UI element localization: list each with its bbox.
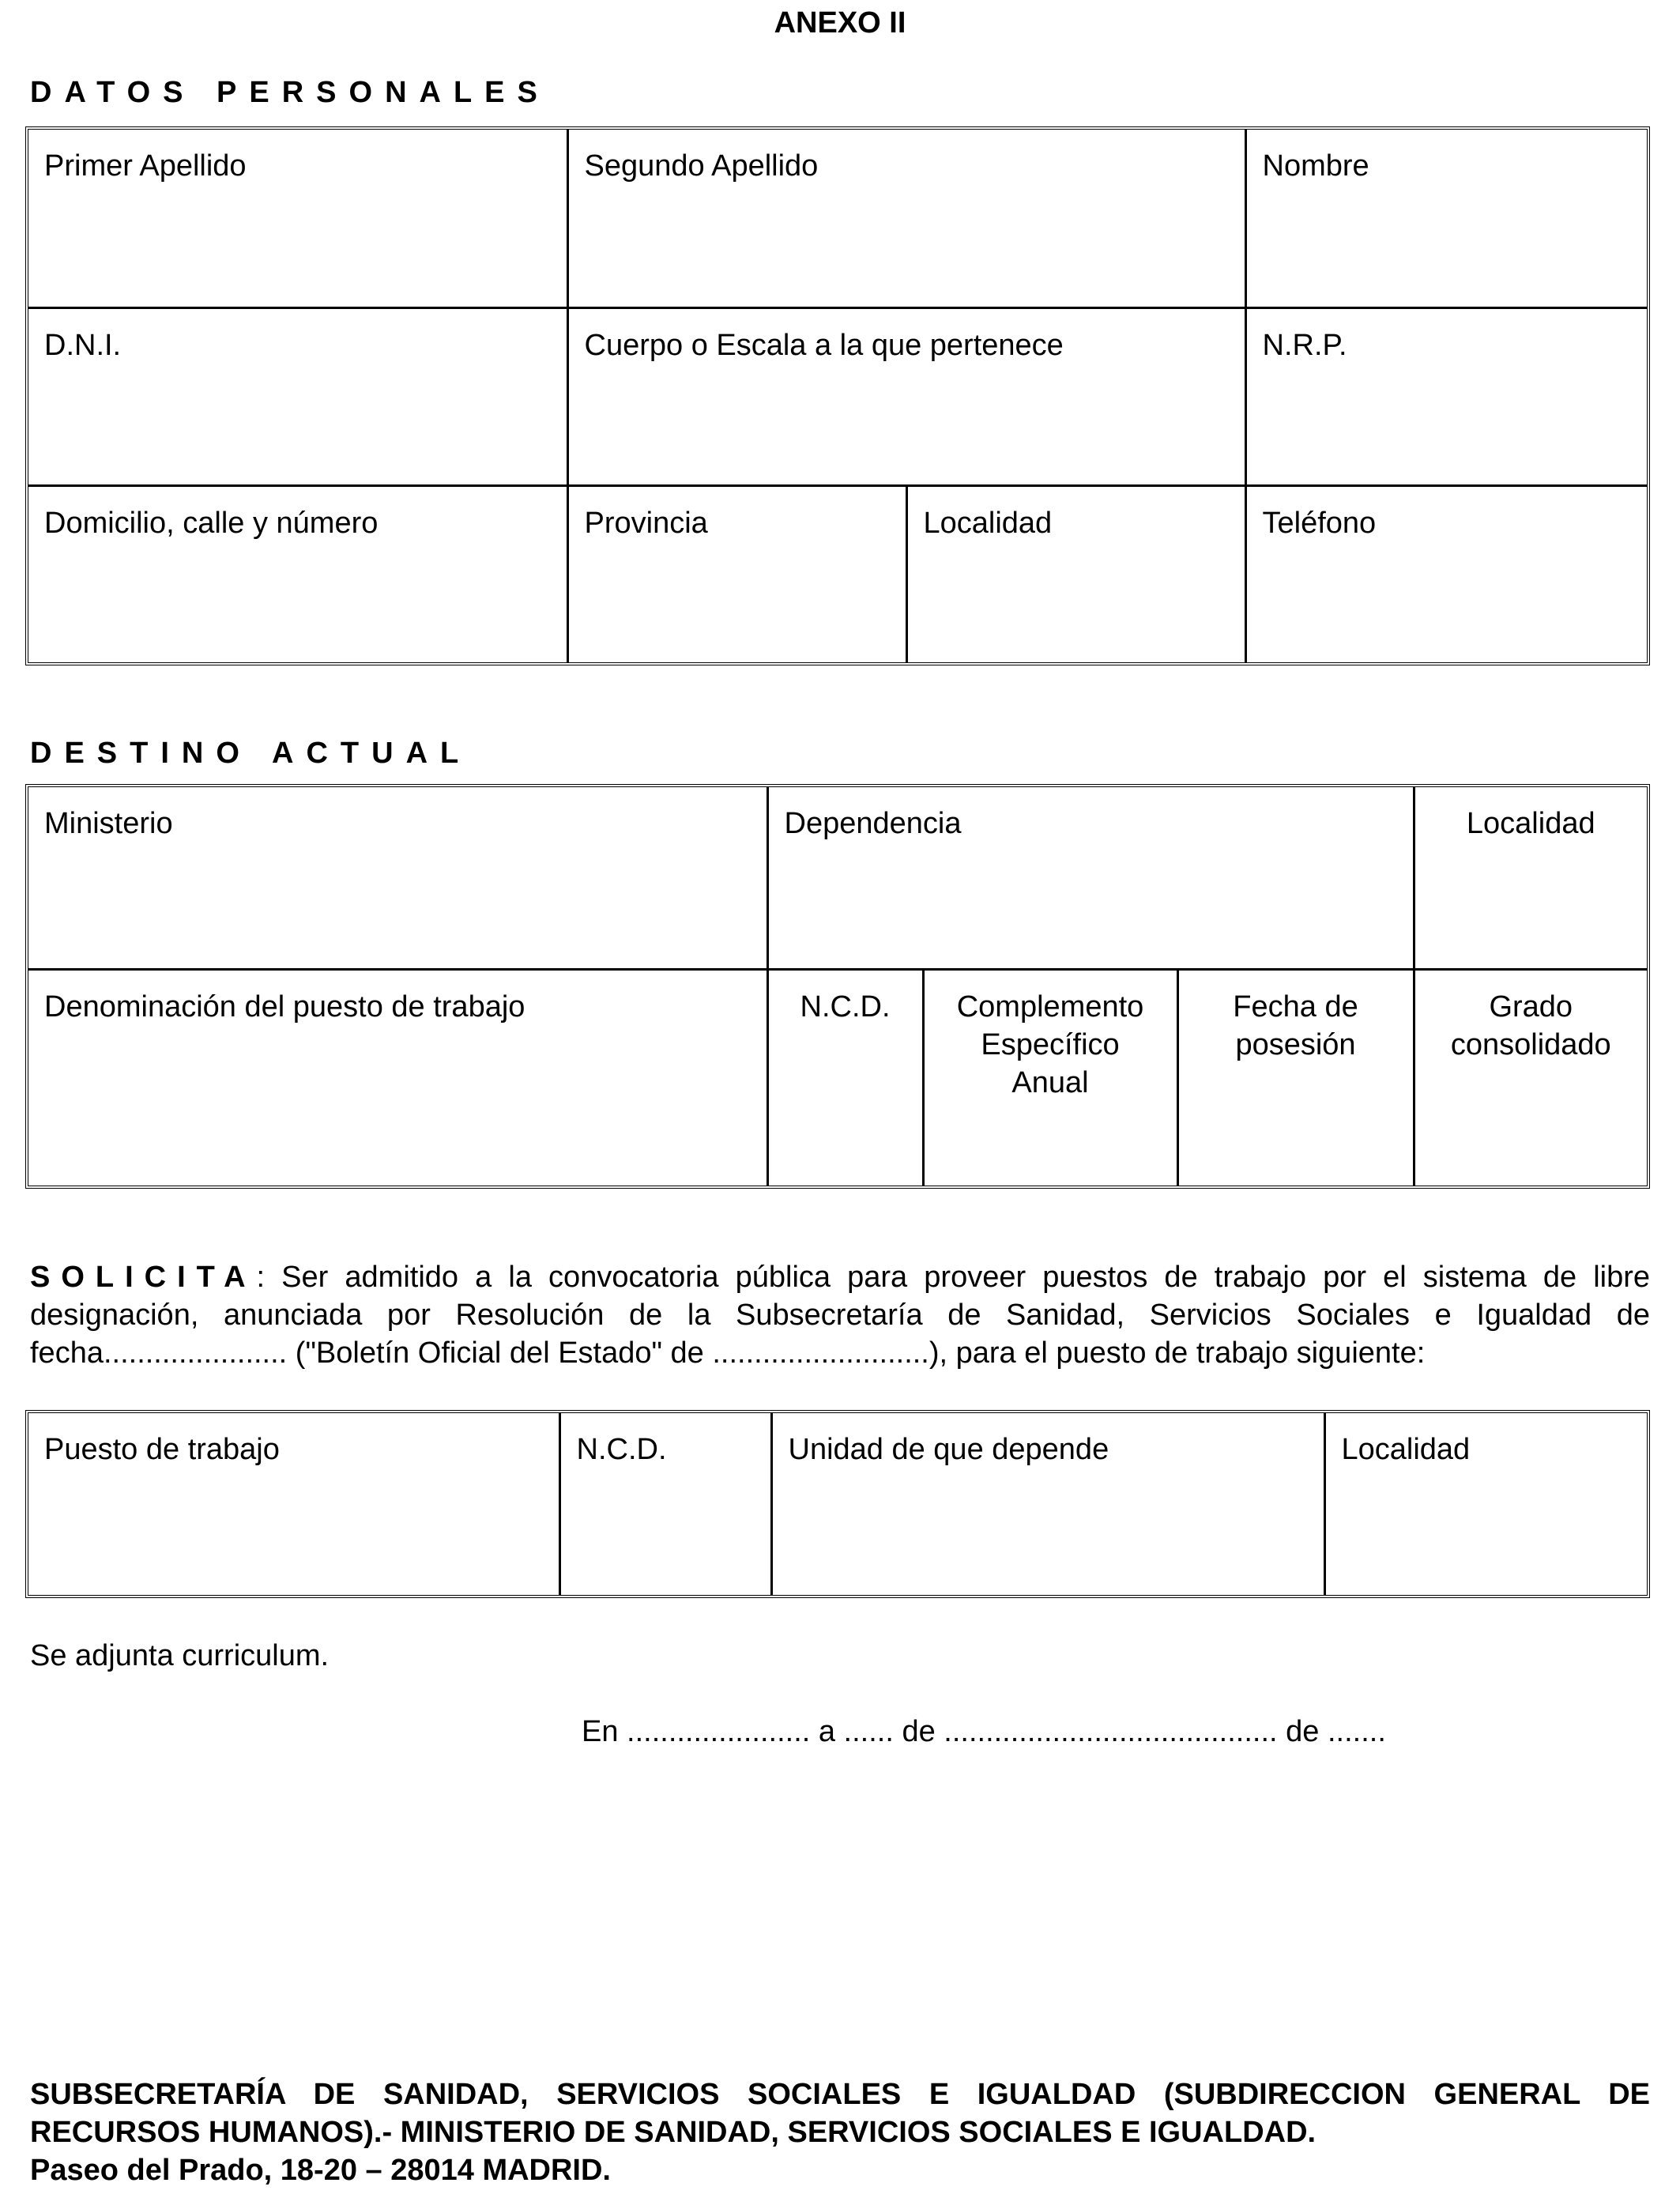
puesto-solicitado-table xyxy=(25,1410,1650,1598)
field-segundo-apellido[interactable] xyxy=(567,130,1245,307)
footer-address: Paseo del Prado, 18-20 – 28014 MADRID. xyxy=(30,2154,611,2187)
field-dependencia[interactable] xyxy=(767,787,1414,969)
field-domicilio[interactable] xyxy=(28,485,567,662)
field-complemento-especifico[interactable] xyxy=(923,969,1177,1186)
section-heading-datos-personales: DATOS PERSONALES xyxy=(30,76,550,109)
field-ministerio[interactable] xyxy=(28,787,767,969)
field-label: Primer Apellido xyxy=(44,149,247,183)
field-label: Dependencia xyxy=(784,807,962,840)
field-unidad-depende[interactable] xyxy=(771,1413,1324,1595)
field-label: Denominación del puesto de trabajo xyxy=(44,990,525,1023)
field-ncd-destino[interactable] xyxy=(767,969,923,1186)
field-telefono[interactable] xyxy=(1245,485,1647,662)
field-label: Provincia xyxy=(584,506,708,540)
field-label: Grado consolidado xyxy=(1450,990,1611,1061)
field-label: Unidad de que depende xyxy=(788,1433,1109,1466)
field-nombre[interactable] xyxy=(1245,130,1647,307)
solicita-lead: SOLICITA xyxy=(30,1261,257,1294)
field-fecha-posesion[interactable] xyxy=(1177,969,1414,1186)
field-grado-consolidado[interactable] xyxy=(1414,969,1647,1186)
field-provincia[interactable] xyxy=(567,485,906,662)
field-dni[interactable] xyxy=(28,307,567,485)
field-localidad-destino[interactable] xyxy=(1414,787,1647,969)
section-heading-destino-actual: DESTINO ACTUAL xyxy=(30,737,472,770)
field-label: Teléfono xyxy=(1262,506,1377,540)
solicita-text: : Ser admitido a la convocatoria pública para proveer puestos de trabajo por el sistema de libre designación, anunciada por Resolución de la Subsecretaría de Sanidad, Servicios Sociales e Igualdad de fecha...................... ("Boletín Oficial del Estado" de ..........................), para el puesto de trabajo siguiente: xyxy=(30,1261,1650,1370)
field-label: Localidad xyxy=(923,506,1053,540)
field-label: Ministerio xyxy=(44,807,173,840)
field-label: Localidad xyxy=(1466,807,1595,840)
field-label: N.C.D. xyxy=(576,1433,667,1466)
adjunta-curriculum-text: Se adjunta curriculum. xyxy=(30,1639,330,1672)
field-label: Localidad xyxy=(1341,1433,1471,1466)
datos-personales-table xyxy=(25,126,1650,665)
footer-organismo-text: SUBSECRETARÍA DE SANIDAD, SERVICIOS SOCIALES E IGUALDAD (SUBDIRECCION GENERAL DE RECURSOS HUMANOS).- MINISTERIO DE SANIDAD, SERVICIOS SOCIALES E IGUALDAD. xyxy=(30,2078,1650,2149)
document-title: ANEXO II xyxy=(774,6,906,40)
field-ncd-puesto[interactable] xyxy=(559,1413,771,1595)
field-localidad[interactable] xyxy=(906,485,1245,662)
field-label: Segundo Apellido xyxy=(584,149,819,183)
field-label: D.N.I. xyxy=(44,328,122,362)
field-nrp[interactable] xyxy=(1245,307,1647,485)
field-localidad-puesto[interactable] xyxy=(1324,1413,1647,1595)
field-puesto-trabajo[interactable] xyxy=(28,1413,559,1595)
destino-actual-table xyxy=(25,784,1650,1189)
field-label: Cuerpo o Escala a la que pertenece xyxy=(584,328,1064,362)
field-denominacion-puesto[interactable] xyxy=(28,969,767,1186)
field-label: Nombre xyxy=(1262,149,1369,183)
field-label: N.R.P. xyxy=(1262,328,1347,362)
field-label: N.C.D. xyxy=(800,990,891,1023)
field-cuerpo-escala[interactable] xyxy=(567,307,1245,485)
field-label: Puesto de trabajo xyxy=(44,1433,280,1466)
field-label: Domicilio, calle y número xyxy=(44,506,379,540)
footer-organismo xyxy=(30,2075,1650,2189)
solicita-paragraph xyxy=(30,1258,1650,1372)
fecha-lugar-line: En ...................... a ...... de ........................................ de ....... xyxy=(582,1715,1386,1748)
field-label: Fecha de posesión xyxy=(1233,990,1358,1061)
field-label: Complemento Específico Anual xyxy=(956,990,1144,1099)
field-primer-apellido[interactable] xyxy=(28,130,567,307)
